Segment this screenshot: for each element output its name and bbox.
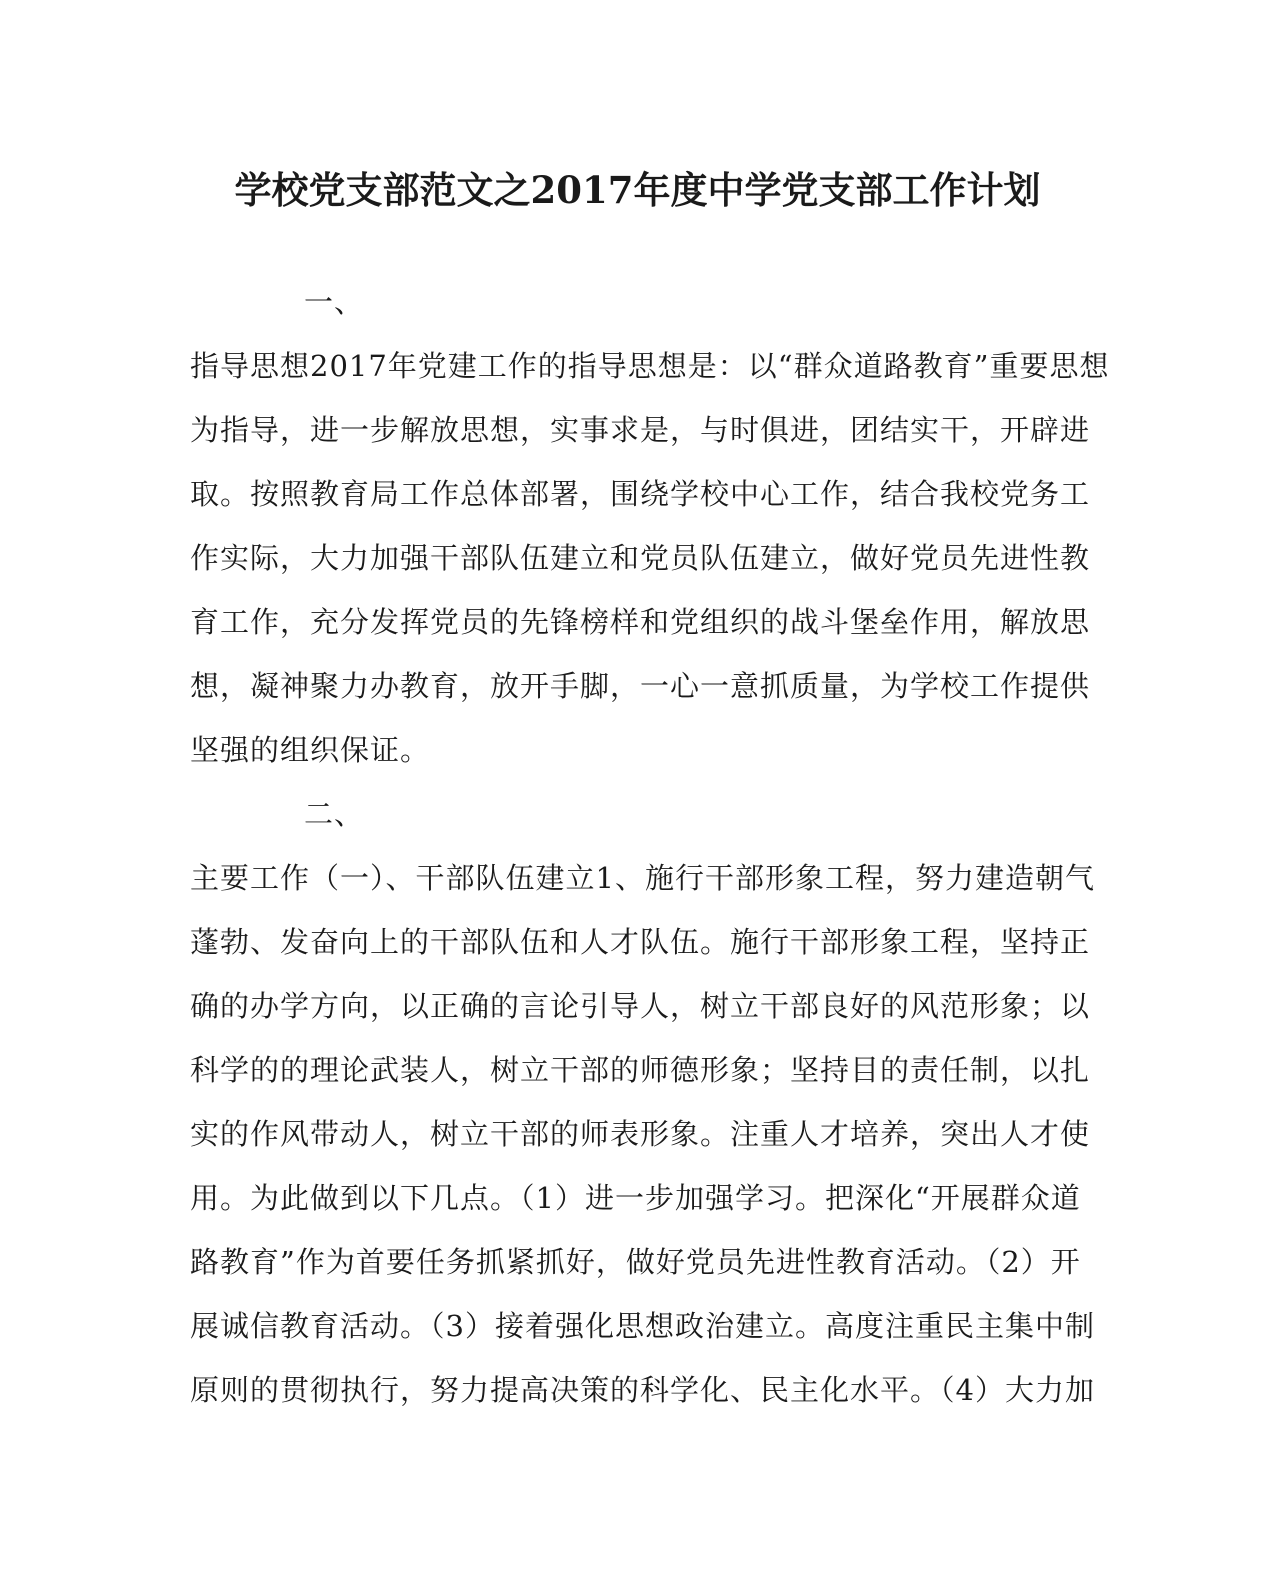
paragraph-line: 蓬勃、发奋向上的干部队伍和人才队伍。施行干部形象工程，坚持正 [190, 925, 1091, 959]
paragraph-line: 坚强的组织保证。 [190, 733, 431, 767]
paragraph-line: 科学的的理论武装人，树立干部的师德形象；坚持目的责任制，以扎 [190, 1053, 1091, 1087]
section-2 [190, 782, 1095, 1422]
paragraph-line: 想，凝神聚力办教育，放开手脚，一心一意抓质量，为学校工作提供 [190, 669, 1091, 703]
paragraph-line: 原则的贯彻执行，努力提高决策的科学化、民主化水平。（4）大力加 [190, 1373, 1095, 1407]
paragraph-line: 育工作，充分发挥党员的先锋榜样和党组织的战斗堡垒作用，解放思 [190, 605, 1091, 639]
section-1 [190, 270, 1110, 782]
paragraph-line: 实的作风带动人，树立干部的师表形象。注重人才培养，突出人才使 [190, 1117, 1091, 1151]
paragraph-line: 确的办学方向，以正确的言论引导人，树立干部良好的风范形象；以 [190, 989, 1091, 1023]
document-title: 学校党支部范文之2017年度中学党支部工作计划 [234, 168, 1041, 212]
paragraph-line: 路教育”作为首要任务抓紧抓好，做好党员先进性教育活动。（2）开 [190, 1245, 1081, 1279]
paragraph-line: 主要工作（一）、干部队伍建立1、施行干部形象工程，努力建造朝气 [190, 861, 1095, 895]
paragraph-line: 取。按照教育局工作总体部署，围绕学校中心工作，结合我校党务工 [190, 477, 1091, 511]
section-2-heading: 二、 [304, 797, 365, 831]
paragraph-line: 用。为此做到以下几点。（1）进一步加强学习。把深化“开展群众道 [190, 1181, 1081, 1215]
section-1-heading: 一、 [304, 285, 365, 319]
paragraph-line: 展诚信教育活动。（3）接着强化思想政治建立。高度注重民主集中制 [190, 1309, 1095, 1343]
paragraph-line: 作实际，大力加强干部队伍建立和党员队伍建立，做好党员先进性教 [190, 541, 1091, 575]
paragraph-line: 指导思想2017年党建工作的指导思想是：以“群众道路教育”重要思想 [190, 349, 1110, 383]
paragraph-line: 为指导，进一步解放思想，实事求是，与时俱进，团结实干，开辟进 [190, 413, 1091, 447]
